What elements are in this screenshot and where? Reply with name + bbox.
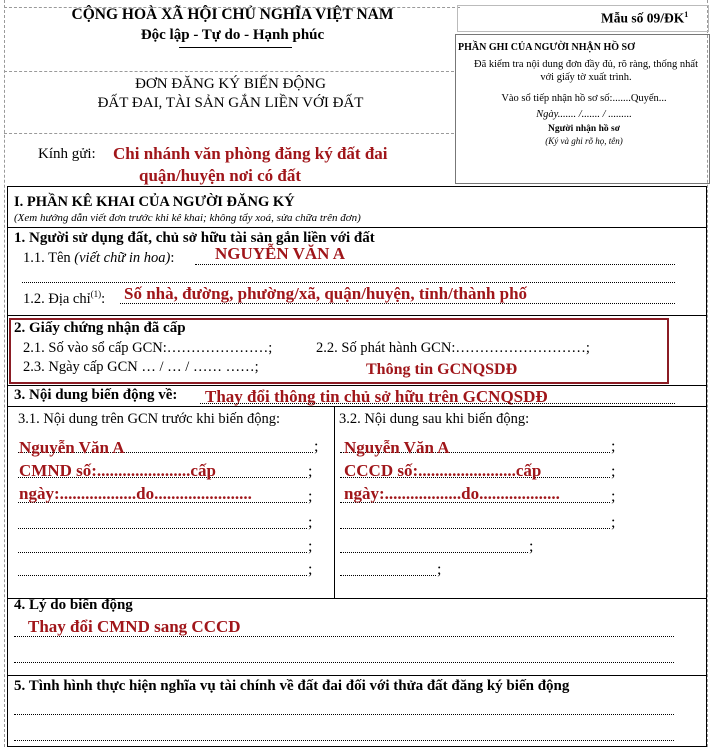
motto-underline — [179, 47, 292, 48]
fill-semicolon: ; — [611, 438, 616, 455]
section-divider — [7, 385, 707, 386]
fill-line — [340, 552, 528, 553]
fill-line — [340, 528, 610, 529]
s2-note: Thông tin GCNQSDĐ — [366, 361, 518, 378]
receiver-title: PHẦN GHI CỦA NGƯỜI NHẬN HỒ SƠ — [458, 42, 635, 53]
fill-line — [18, 528, 307, 529]
s3-before-name: Nguyễn Văn A — [19, 438, 125, 457]
fill-semicolon: ; — [529, 538, 534, 555]
part1-note: (Xem hướng dẫn viết đơn trước khi kê khai; không tẩy xoá, sửa chữa trên đơn) — [14, 212, 361, 224]
s4-value: Thay đổi CMND sang CCCD — [28, 617, 241, 636]
s2-book-no: 2.1. Số vào sổ cấp GCN:…………………; — [23, 340, 273, 356]
form-title-line2: ĐẤT ĐAI, TÀI SẢN GẮN LIỀN VỚI ĐẤT — [97, 95, 364, 111]
s3-before-date: ngày:..................do....................... — [19, 484, 252, 503]
fill-semicolon: ; — [308, 514, 313, 531]
receiver-check-text: Đã kiểm tra nội dung đơn đầy đủ, rõ ràng, thống nhất với giấy tờ xuất trình. — [474, 59, 698, 83]
page-margin-left — [4, 0, 5, 747]
guide-line — [4, 133, 454, 134]
s3-heading: 3. Nội dung biến động về: — [14, 387, 178, 403]
section-divider — [7, 315, 707, 316]
s3-value: Thay đổi thông tin chủ sở hữu trên GCNQSDĐ — [205, 387, 548, 406]
nation-title: CỘNG HOÀ XÃ HỘI CHỦ NGHĨA VIỆT NAM — [71, 6, 394, 23]
section-divider — [7, 675, 707, 676]
s2-issue-no: 2.2. Số phát hành GCN:………………………; — [316, 340, 590, 356]
s3-after-date: ngày:..................do................... — [344, 484, 560, 503]
motto: Độc lập - Tự do - Hạnh phúc — [140, 27, 325, 43]
form-title-line1: ĐƠN ĐĂNG KÝ BIẾN ĐỘNG — [135, 76, 326, 92]
fill-line — [18, 552, 307, 553]
receiver-date: Ngày....... /....... / ......... — [536, 109, 632, 120]
fill-line — [22, 282, 675, 283]
fill-semicolon: ; — [611, 514, 616, 531]
fill-semicolon: ; — [437, 561, 442, 578]
fill-line — [200, 403, 675, 404]
fill-line — [14, 636, 674, 637]
part1-heading: I. PHẦN KÊ KHAI CỦA NGƯỜI ĐĂNG KÝ — [14, 194, 295, 210]
s3-after-id: CCCD số:.......................cấp — [344, 461, 542, 480]
fill-line — [195, 264, 675, 265]
addressee-label: Kính gửi: — [38, 146, 96, 162]
section-divider — [7, 227, 707, 228]
fill-semicolon: ; — [308, 561, 313, 578]
fill-line — [340, 575, 436, 576]
fill-line — [14, 662, 674, 663]
s3-table-top — [7, 406, 707, 407]
addressee-value-line1: Chi nhánh văn phòng đăng ký đất đai — [113, 144, 388, 163]
s3-before-label: 3.1. Nội dung trên GCN trước khi biến động: — [18, 411, 280, 427]
fill-line — [120, 303, 675, 304]
s1-name-value: NGUYỄN VĂN A — [215, 244, 346, 263]
s1-address-label: 1.2. Địa chỉ$^{(1)}$: — [23, 289, 106, 307]
fill-line — [18, 575, 307, 576]
s3-after-label: 3.2. Nội dung sau khi biến động: — [339, 411, 530, 427]
fill-line — [14, 714, 674, 715]
s3-column-divider — [334, 406, 335, 599]
s3-before-id: CMND số:......................cấp — [19, 461, 216, 480]
addressee-value-line2: quận/huyện nơi có đất — [139, 166, 301, 185]
fill-semicolon: ; — [308, 488, 313, 505]
s2-issue-date: 2.3. Ngày cấp GCN … / … / …… ……; — [23, 359, 259, 375]
s1-heading: 1. Người sử dụng đất, chủ sở hữu tài sản gắn liền với đất — [14, 230, 375, 246]
s2-heading: 2. Giấy chứng nhận đã cấp — [14, 320, 186, 336]
s3-after-name: Nguyễn Văn A — [344, 438, 450, 457]
fill-line — [14, 740, 674, 741]
fill-semicolon: ; — [308, 463, 313, 480]
receiver-register-no: Vào sổ tiếp nhận hồ sơ số:.......Quyển... — [501, 93, 667, 104]
fill-semicolon: ; — [611, 463, 616, 480]
fill-semicolon: ; — [611, 488, 616, 505]
s1-address-value: Số nhà, đường, phường/xã, quận/huyện, tỉnh/thành phố — [124, 284, 528, 303]
s1-name-label: 1.1. Tên (viết chữ in hoa): — [23, 250, 175, 266]
guide-line — [4, 71, 454, 72]
fill-semicolon: ; — [314, 438, 319, 455]
s5-heading: 5. Tình hình thực hiện nghĩa vụ tài chính về đất đai đối với thửa đất đăng ký biến động — [14, 678, 570, 694]
receiver-signer: Người nhận hồ sơ — [548, 124, 620, 134]
receiver-signer-note: (Ký và ghi rõ họ, tên) — [545, 136, 623, 146]
fill-semicolon: ; — [308, 538, 313, 555]
s4-heading: 4. Lý do biến động — [14, 597, 133, 613]
form-number: Mẫu số $09/ĐK^1$ — [601, 10, 689, 26]
